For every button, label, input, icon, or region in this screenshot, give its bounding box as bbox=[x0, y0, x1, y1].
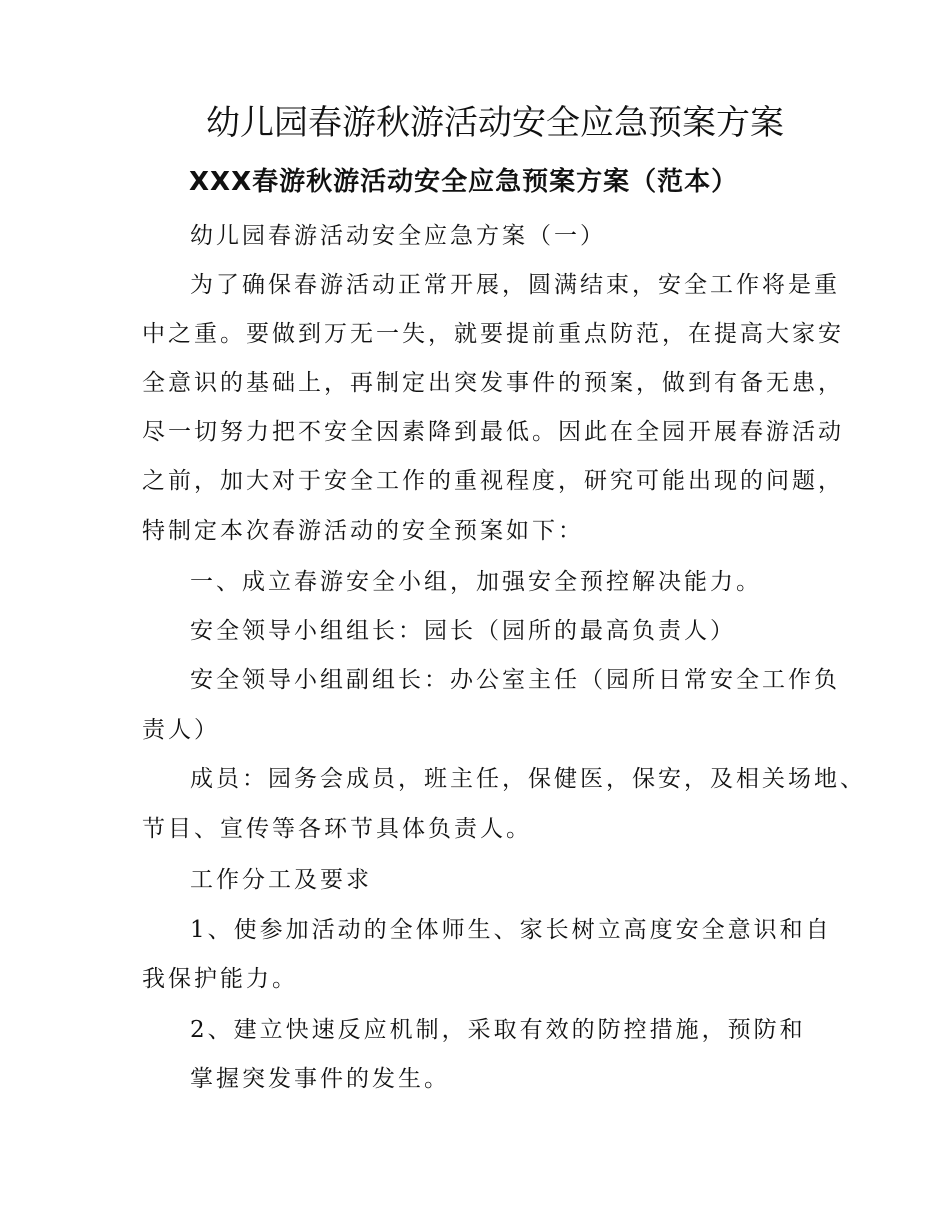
paragraph-line: 成员：园务会成员，班主任，保健医，保安，及相关场地、 bbox=[190, 766, 866, 792]
paragraph-line: 工作分工及要求 bbox=[190, 867, 372, 893]
paragraph-line: 安全领导小组组长：园长（园所的最高负责人） bbox=[190, 618, 736, 644]
paragraph-line: 幼儿园春游活动安全应急方案（一） bbox=[190, 223, 606, 249]
document-subtitle: XXX春游秋游活动安全应急预案方案（范本） bbox=[189, 167, 739, 197]
paragraph-line: 全意识的基础上，再制定出突发事件的预案，做到有备无患， bbox=[142, 370, 844, 396]
paragraph-line: 节目、宣传等各环节具体负责人。 bbox=[142, 816, 532, 842]
paragraph-line: 掌握突发事件的发生。 bbox=[190, 1066, 450, 1092]
paragraph-line: 中之重。要做到万无一失，就要提前重点防范，在提高大家安 bbox=[142, 321, 844, 347]
paragraph-line: 我保护能力。 bbox=[142, 966, 298, 992]
paragraph-line: 安全领导小组副组长：办公室主任（园所日常安全工作负 bbox=[190, 667, 840, 693]
paragraph-line: 为了确保春游活动正常开展，圆满结束，安全工作将是重 bbox=[190, 272, 840, 298]
paragraph-line: 2、建立快速反应机制，采取有效的防控措施，预防和 bbox=[190, 1017, 806, 1043]
paragraph-line: 责人） bbox=[142, 717, 220, 743]
document-title: 幼儿园春游秋游活动安全应急预案方案 bbox=[206, 103, 784, 143]
paragraph-line: 特制定本次春游活动的安全预案如下： bbox=[142, 518, 584, 544]
paragraph-line: 一、成立春游安全小组，加强安全预控解决能力。 bbox=[190, 569, 762, 595]
paragraph-line: 之前，加大对于安全工作的重视程度，研究可能出现的问题， bbox=[142, 468, 844, 494]
paragraph-line: 1、使参加活动的全体师生、家长树立高度安全意识和自 bbox=[190, 917, 832, 943]
paragraph-line: 尽一切努力把不安全因素降到最低。因此在全园开展春游活动 bbox=[142, 419, 844, 445]
